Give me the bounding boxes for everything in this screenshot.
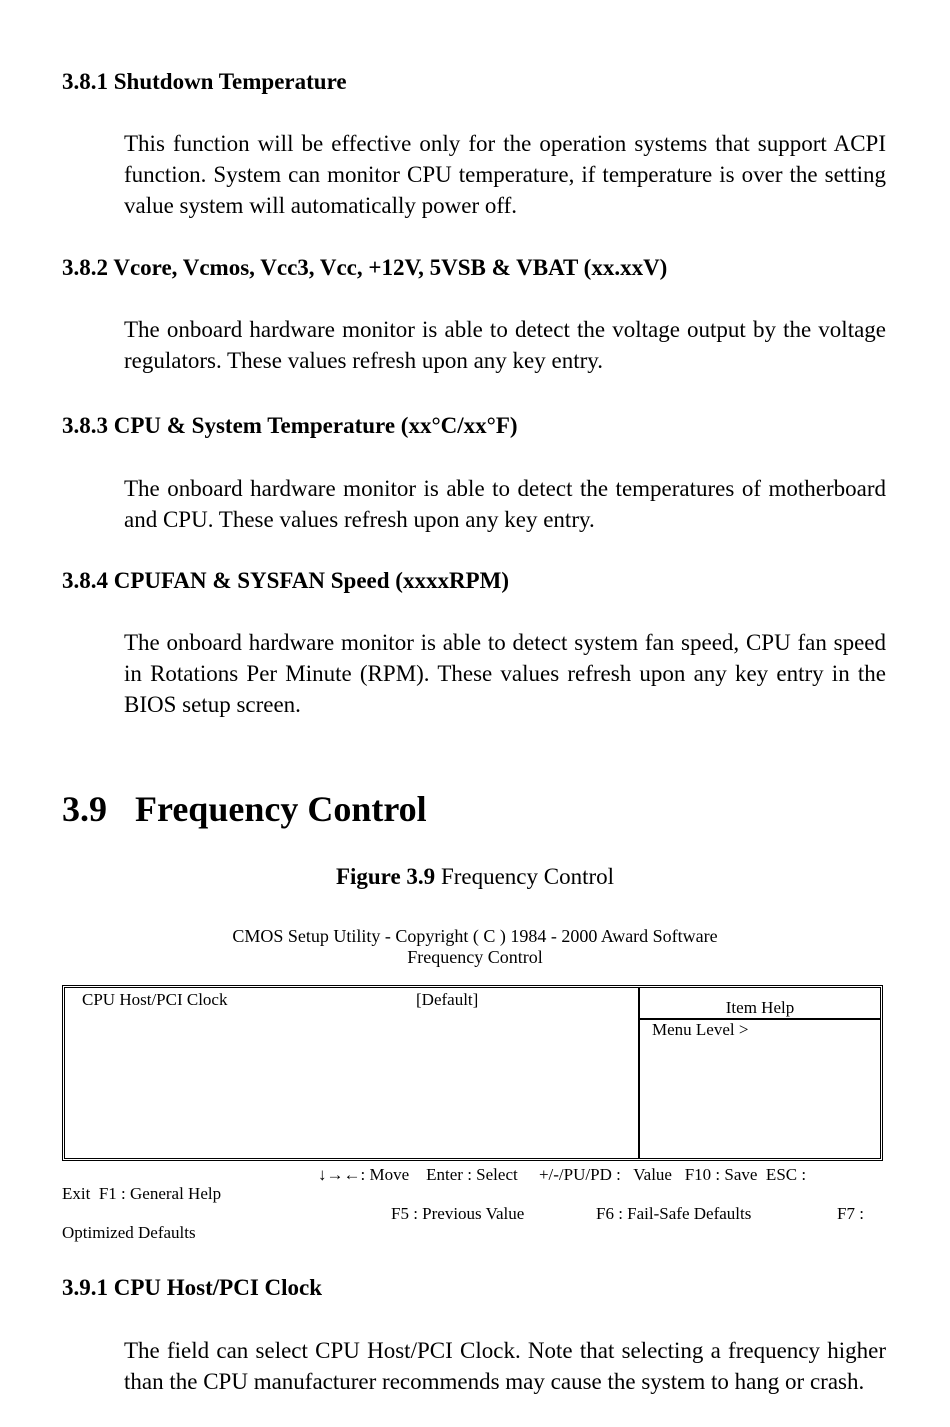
section-body-shutdown-temperature: This function will be effective only for the operation systems that support ACPI function. System can monitor CPU temperature, if temperature is over the setting value system will automatically power off. [124, 131, 886, 218]
section-heading-temperatures: 3.8.3 CPU & System Temperature (xx°C/xx°F) [62, 413, 518, 438]
chapter-heading [62, 788, 427, 830]
section-body-fan-speed: The onboard hardware monitor is able to detect system fan speed, CPU fan speed in Rotations Per Minute (RPM). These values refresh upon any key entry in the BIOS setup screen. [124, 630, 886, 717]
cmos-title: CMOS Setup Utility - Copyright ( C ) 1984 - 2000 Award Software [232, 926, 718, 946]
key-legend-previous-value: F5 : Previous Value [391, 1204, 525, 1223]
menu-level: Menu Level > [652, 1020, 749, 1039]
chapter-number: 3.9 [62, 789, 107, 829]
item-help-panel [640, 988, 880, 1158]
section-heading-voltages: 3.8.2 Vcore, Vcmos, Vcc3, Vcc, +12V, 5VSB & VBAT (xx.xxV) [62, 255, 668, 280]
section-body-cpu-host-pci-clock: The field can select CPU Host/PCI Clock. Note that selecting a frequency higher than the CPU manufacturer recommends may cause the system to hang or crash. [124, 1338, 886, 1394]
key-legend-f7: F7 : [837, 1204, 864, 1223]
item-help-title: Item Help [640, 988, 880, 1020]
figure-caption-text: Frequency Control [440, 864, 615, 889]
chapter-title: Frequency Control [135, 789, 427, 829]
section-heading-shutdown-temperature: 3.8.1 Shutdown Temperature [62, 69, 347, 94]
section-heading-cpu-host-pci-clock: 3.9.1 CPU Host/PCI Clock [62, 1275, 323, 1300]
bios-setup-panel [62, 985, 883, 1161]
key-legend-line2: Exit F1 : General Help [62, 1184, 222, 1203]
figure-caption [0, 864, 950, 890]
section-body-temperatures: The onboard hardware monitor is able to detect the temperatures of motherboard and CPU. These values refresh upon any key entry. [124, 476, 886, 532]
cpu-host-pci-clock-label[interactable]: CPU Host/PCI Clock [82, 990, 228, 1009]
cpu-host-pci-clock-value[interactable]: [Default] [416, 990, 479, 1009]
bios-item-list [65, 988, 640, 1158]
section-heading-fan-speed: 3.8.4 CPUFAN & SYSFAN Speed (xxxxRPM) [62, 568, 509, 593]
key-legend-fail-safe: F6 : Fail-Safe Defaults [596, 1204, 752, 1223]
section-body-voltages: The onboard hardware monitor is able to detect the voltage output by the voltage regulators. These values refresh upon any key entry. [124, 317, 886, 373]
cmos-subtitle: Frequency Control [407, 947, 543, 967]
figure-label: Figure 3.9 [335, 864, 436, 889]
key-legend-line1: ↓→←: Move Enter : Select +/-/PU/PD : Value F10 : Save ESC : [318, 1165, 807, 1184]
key-legend-optimized-defaults: Optimized Defaults [62, 1223, 196, 1242]
